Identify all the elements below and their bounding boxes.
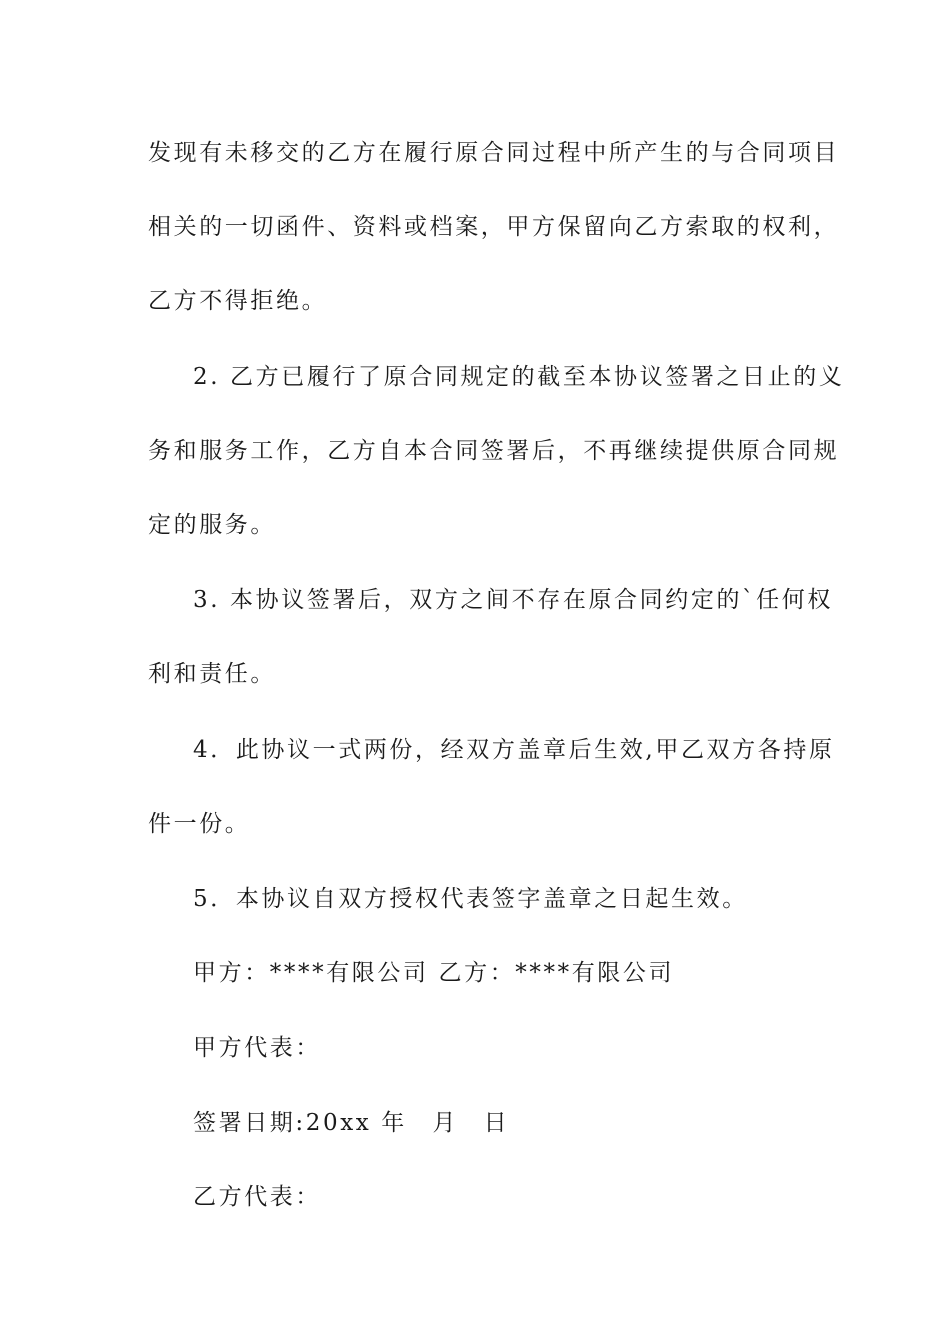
paragraph-1-line-2: 相关的一切函件、资料或档案，甲方保留向乙方索取的权利， — [148, 214, 840, 240]
clause-4-line-1: 4．此协议一式两份，经双方盖章后生效,甲乙双方各持原 — [193, 737, 835, 763]
clause-3-line-1: 3. 本协议签署后，双方之间不存在原合同约定的`任何权 — [193, 587, 833, 613]
clause-4-line-2: 件一份。 — [148, 811, 251, 837]
signing-date: 签署日期:20xx 年 月 日 — [193, 1110, 510, 1136]
clause-3-line-2: 利和责任。 — [148, 661, 276, 687]
clause-2-line-2: 务和服务工作，乙方自本合同签署后，不再继续提供原合同规 — [148, 438, 840, 464]
paragraph-1-line-1: 发现有未移交的乙方在履行原合同过程中所产生的与合同项目 — [148, 140, 840, 166]
clause-5-line-1: 5．本协议自双方授权代表签字盖章之日起生效。 — [193, 886, 748, 912]
clause-2-line-3: 定的服务。 — [148, 512, 276, 538]
party-b-representative: 乙方代表： — [193, 1184, 321, 1210]
party-a-representative: 甲方代表： — [193, 1035, 321, 1061]
paragraph-1-line-3: 乙方不得拒绝。 — [148, 288, 328, 314]
parties-line: 甲方：****有限公司 乙方：****有限公司 — [193, 960, 675, 986]
clause-2-line-1: 2. 乙方已履行了原合同规定的截至本协议签署之日止的义 — [193, 364, 845, 390]
